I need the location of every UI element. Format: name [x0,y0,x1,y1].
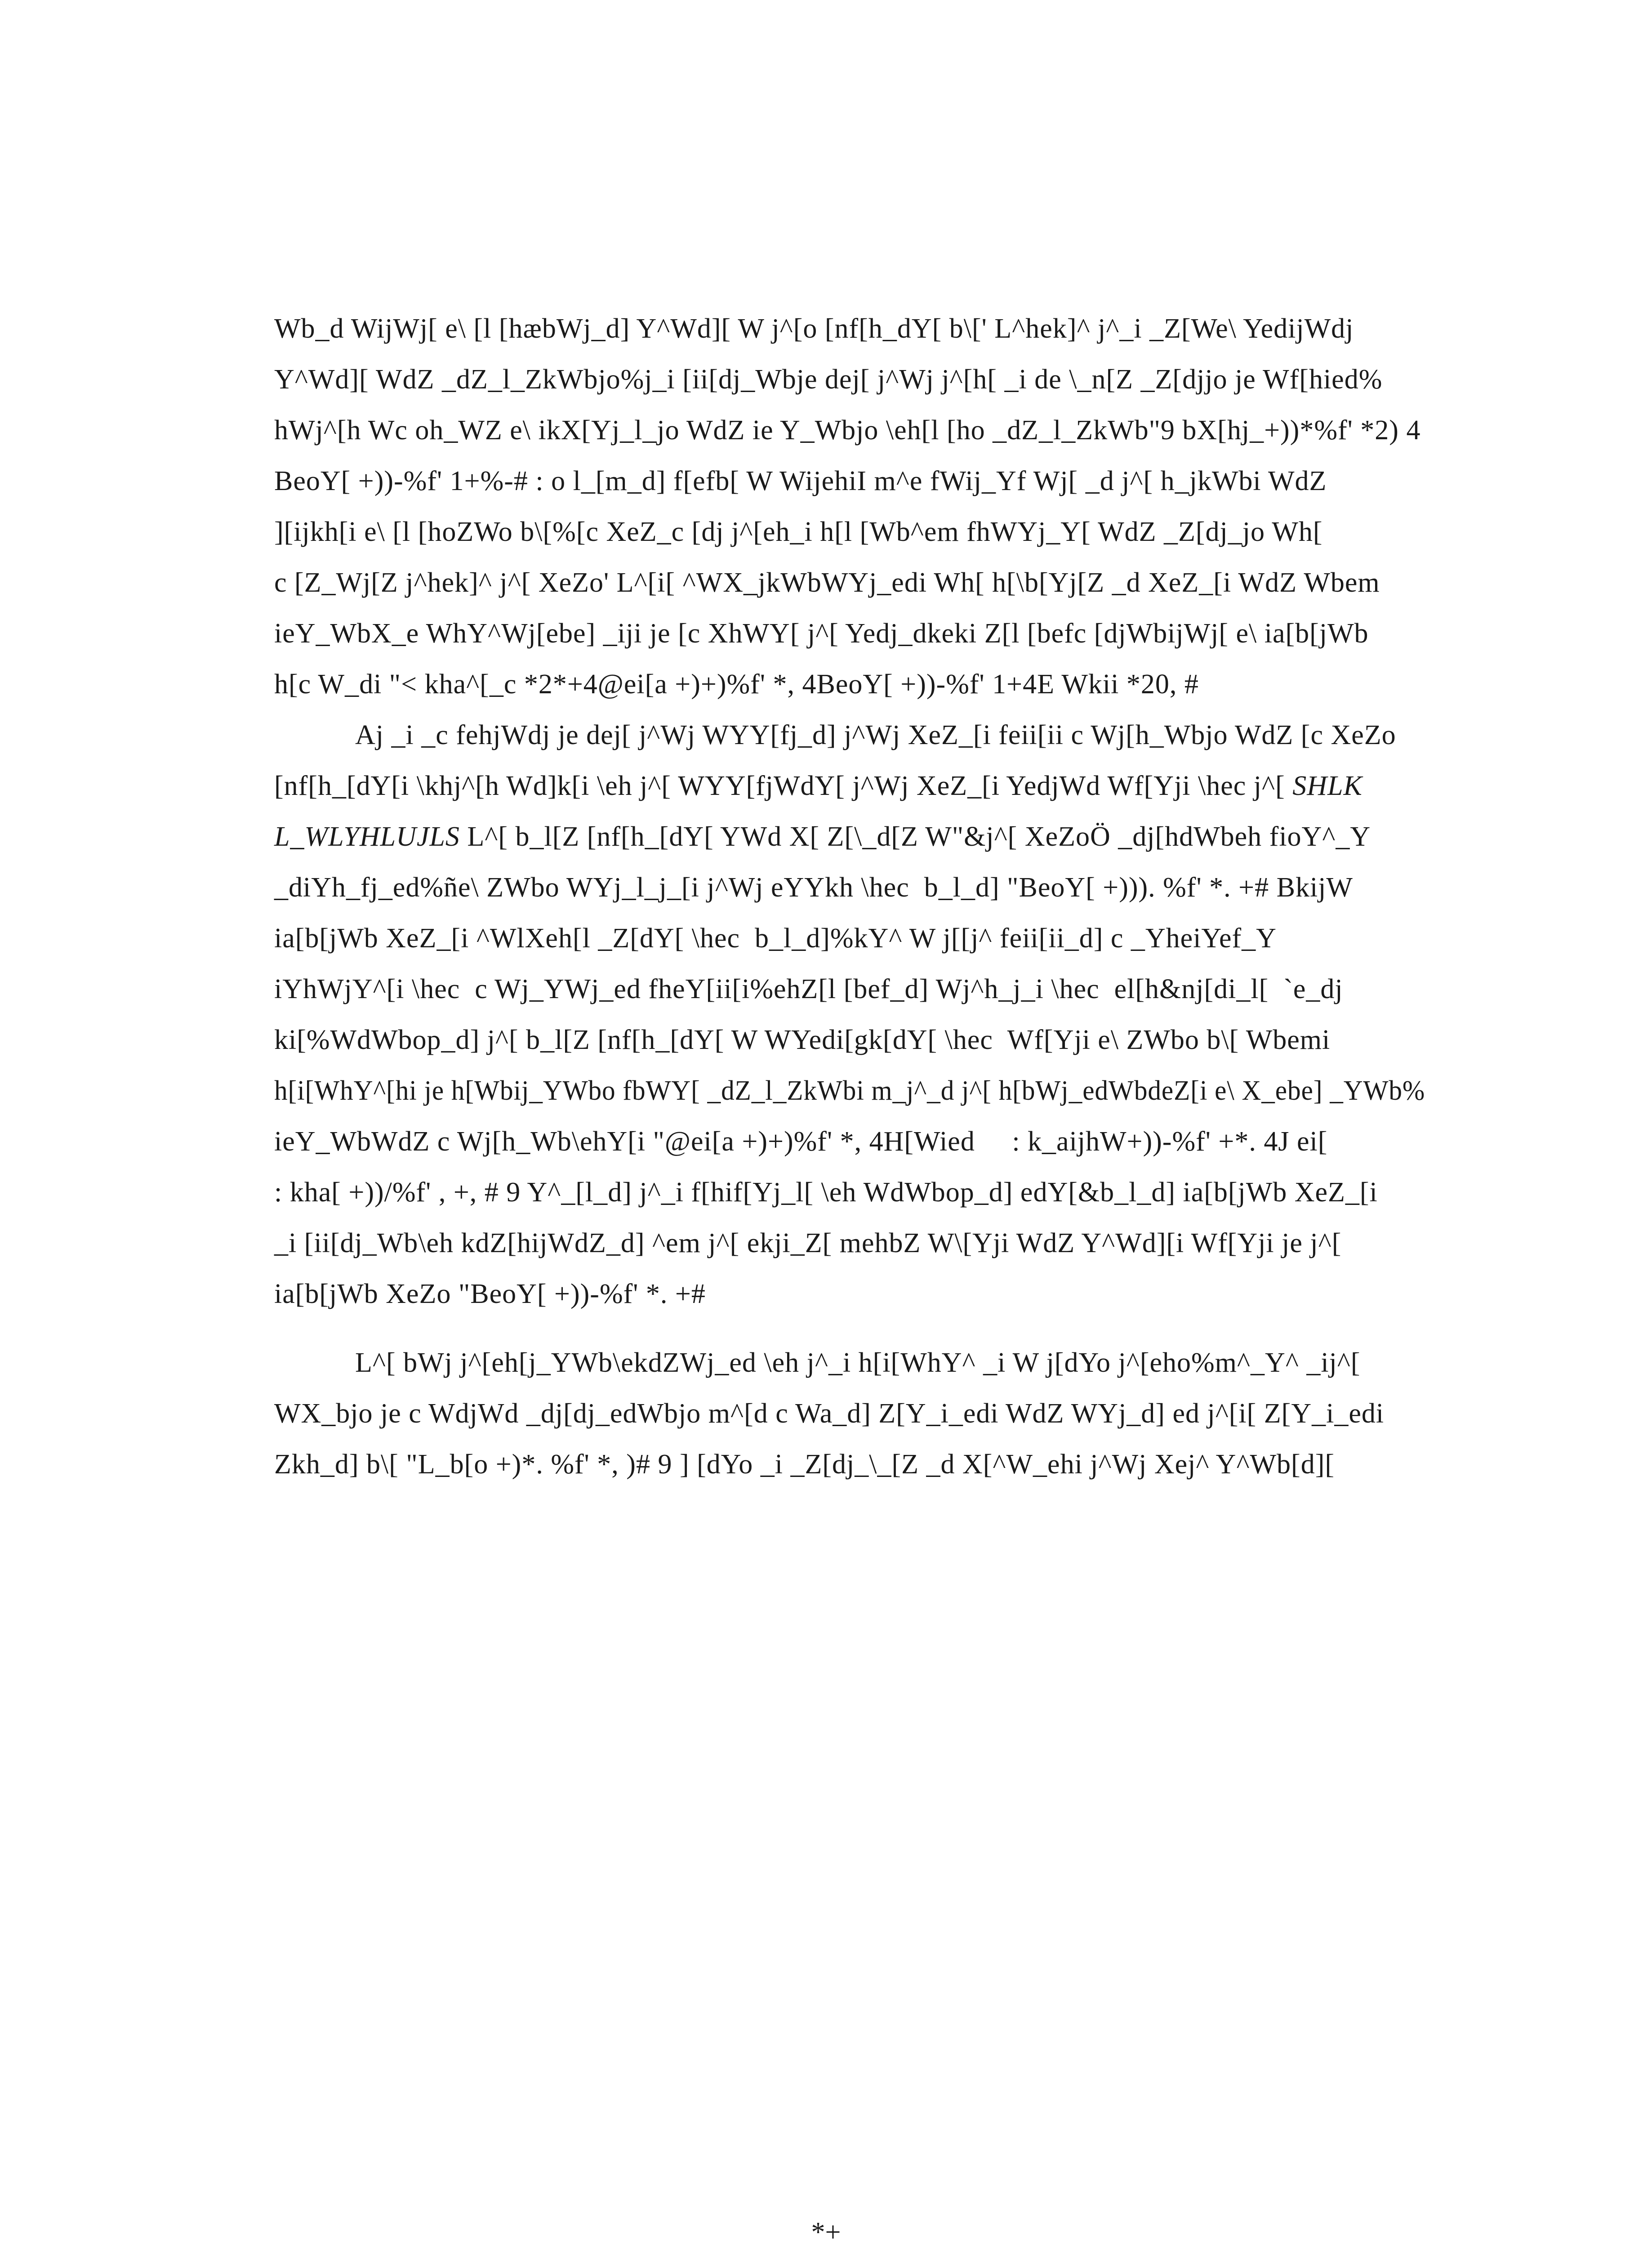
text-line: _diYh_fj_ed%ñe\ ZWbo WYj_l_j_[i j^Wj eYYkh \hec b_l_d] "BeoY[ +))). %f' *. +# BkijW [274,872,1353,903]
text-line: ieY_WbX_e WhY^Wj[ebe] _iji je [c XhWY[ j^[ Yedj_dkeki Z[l [befc [djWbijWj[ e\ ia[b[jWb [274,618,1369,649]
text-line: ][ijkh[i e\ [l [hoZWo b\[%[c XeZ_c [dj j^[eh_i h[l [Wb^em fhWYj_Y[ WdZ _Z[dj_jo Wh[ [274,517,1323,547]
text-line: _i [ii[dj_Wb\eh kdZ[hijWdZ_d] ^em j^[ ekji_Z[ mehbZ W\[Yji WdZ Y^Wd][i Wf[Yji je j^[ [274,1228,1342,1258]
text-line: ieY_WbWdZ c Wj[h_Wb\ehY[i "@ei[a +)+)%f' *, 4H[Wied : k_aijhW+))-%f' +*. 4J ei[ [274,1126,1328,1157]
text-line: h[c W_di "< kha^[_c *2*+4@ei[a +)+)%f' *, 4BeoY[ +))-%f' 1+4E Wkii *20, # [274,669,1199,700]
text-line: L^[ bWj j^[eh[j_YWb\ekdZWj_ed \eh j^_i h[i[WhY^ _i W j[dYo j^[eho%m^_Y^ _ij^[ [355,1347,1361,1378]
text-line: h[i[WhY^[hi je h[Wbij_YWbo fbWY[ _dZ_l_ZkWbi m_j^_d j^[ h[bWj_edWbdeZ[i e\ X_ebe] _YWb% [274,1075,1425,1106]
text-line: c [Z_Wj[Z j^hek]^ j^[ XeZo' L^[i[ ^WX_jkWbWYj_edi Wh[ h[\b[Yj[Z _d XeZ_[i WdZ Wbem [274,567,1380,598]
text-line: Aj _i _c fehjWdj je dej[ j^Wj WYY[fj_d] j^Wj XeZ_[i feii[ii c Wj[h_Wbjo WdZ [c XeZo [355,720,1396,750]
text-span: [nf[h_[dY[i \khj^[h Wd]k[i \eh j^[ WYY[fjWdY[ j^Wj XeZ_[i YedjWd Wf[Yji \hec j^[ [274,771,1293,801]
text-line: : kha[ +))/%f' , +, # 9 Y^_[l_d] j^_i f[hif[Yj_l[ \eh WdWbop_d] edY[&b_l_d] ia[b[jWb XeZ_[i [274,1177,1378,1208]
text-line [274,772,1363,800]
text-line: ia[b[jWb XeZ_[i ^WlXeh[l _Z[dY[ \hec b_l_d]%kY^ W j[[j^ feii[ii_d] c _YheiYef_Y [274,923,1277,954]
text-line: Zkh_d] b\[ "L_b[o +)*. %f' *, )# 9 ] [dYo _i _Z[dj_\_[Z _d X[^W_ehi j^Wj Xej^ Y^Wb[d][ [274,1449,1335,1480]
italic-text: L_WLYHLUJLS [274,821,460,852]
text-span: L^[ b_l[Z [nf[h_[dY[ YWd X[ Z[\_d[Z W"&j^[ XeZoÖ _dj[hdWbeh fioY^_Y [459,821,1371,852]
text-line: iYhWjY^[i \hec c Wj_YWj_ed fheY[ii[i%ehZ[l [bef_d] Wj^h_j_i \hec el[h&nj[di_l[ `e_dj [274,974,1343,1004]
text-line: Wb_d WijWj[ e\ [l [hæbWj_d] Y^Wd][ W j^[o [nf[h_dY[ b\[' L^hek]^ j^_i _Z[We\ YedijWdj [274,313,1354,344]
text-line: BeoY[ +))-%f' 1+%-# : o l_[m_d] f[efb[ W WijehiI m^e fWij_Yf Wj[ _d j^[ h_jkWbi WdZ [274,466,1327,496]
text-line [274,823,1371,851]
text-line: Y^Wd][ WdZ _dZ_l_ZkWbjo%j_i [ii[dj_Wbje dej[ j^Wj j^[h[ _i de \_n[Z _Z[djjo je Wf[hied% [274,364,1383,395]
text-line: ki[%WdWbop_d] j^[ b_l[Z [nf[h_[dY[ W WYedi[gk[dY[ \hec Wf[Yji e\ ZWbo b\[ Wbemi [274,1025,1331,1055]
text-line: hWj^[h Wc oh_WZ e\ ikX[Yj_l_jo WdZ ie Y_Wbjo \eh[l [ho _dZ_l_ZkWb"9 bX[hj_+))*%f' *2) 4 [274,415,1421,446]
text-line: WX_bjo je c WdjWd _dj[dj_edWbjo m^[d c Wa_d] Z[Y_i_edi WdZ WYj_d] ed j^[i[ Z[Y_i_edi [274,1398,1385,1429]
text-line: ia[b[jWb XeZo "BeoY[ +))-%f' *. +# [274,1279,706,1309]
page-number: *+ [811,2217,841,2248]
italic-text: SHLK [1292,771,1363,801]
